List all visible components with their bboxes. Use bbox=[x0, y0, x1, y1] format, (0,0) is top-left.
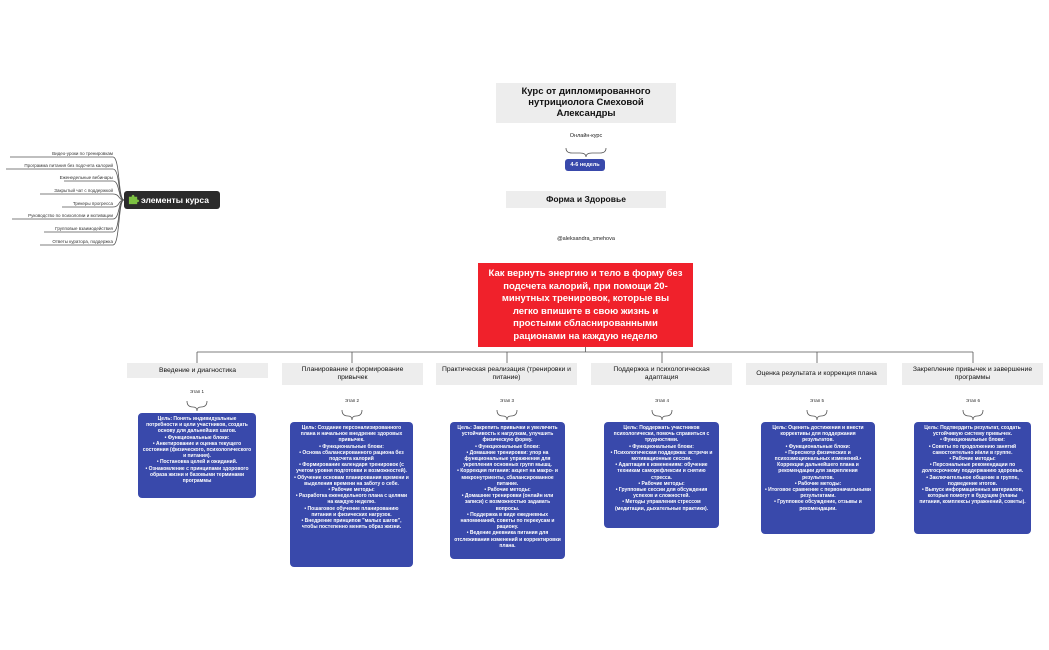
element-item: Видео-уроки по тренировкам bbox=[52, 151, 113, 156]
element-item: Групповые взаимодействия bbox=[55, 226, 113, 231]
element-item: Еженедельные вебинары bbox=[59, 175, 113, 180]
stage-6-tag: Этап 6 bbox=[966, 398, 980, 403]
stage-2-header: Планирование и формирование привычек bbox=[282, 363, 423, 385]
stage-2-card: Цель: Создание персонализированного плана и начальное внедрение здоровых привычек. • Функциональные блоки: • Основа сбалансированного рациона без подсчета калорий • Формирование календаря тренировок (с учетом уровня подготовки и возможностей). • Обучение основам планирования времени и выделения времени на заботу о себе. • Рабочие методы: • Разработка еженедельного плана с целями на каждую неделю. • Пошаговое обучение планированию питания и физических нагрузок. • Внедрение принципов "малых шагов", чтобы постепенно менять образ жизни. bbox=[290, 422, 413, 567]
course-elements-label: элементы курса bbox=[141, 195, 209, 205]
program-name: Форма и Здоровье bbox=[506, 191, 666, 208]
stage-5-header: Оценка результата и коррекция плана bbox=[746, 363, 887, 385]
element-item: Ответы куратора, поддержка bbox=[52, 239, 113, 244]
stage-4-card: Цель: Поддержать участников психологически, помочь справиться с трудностями. • Функциональные блоки: • Психологическая поддержка: встречи и мотивационные сессии. • Адаптация к изменениям: обучение техникам саморефлексии и снятию стресса. • Рабочие методы: • Групповые сессии для обсуждения успехов и сложностей. • Методы управления стрессом (медитации, дыхательные практики). bbox=[604, 422, 719, 528]
stage-4-tag: Этап 4 bbox=[655, 398, 669, 403]
stage-2-tag: Этап 2 bbox=[345, 398, 359, 403]
element-item: Трекеры прогресса bbox=[72, 201, 113, 206]
stage-6-header: Закрепление привычек и завершение программы bbox=[902, 363, 1043, 385]
course-title: Курс от дипломированного нутрициолога Смеховой Александры bbox=[496, 83, 676, 123]
stage-6-card: Цель: Подтвердить результат, создать устойчивую систему привычек. • Функциональные блоки: • Советы по продолжению занятий самостоятельно и/или в группе. • Рабочие методы: • Персональные рекомендации по долгосрочному поддержанию здоровья. • Заключительное общение в группе, подведение итогов. • Выпуск информационных материалов, которые помогут в будущем (планы питания, комплексы упражнений, советы). bbox=[914, 422, 1031, 534]
puzzle-icon bbox=[128, 194, 139, 205]
element-item: Программа питания без подсчета калорий bbox=[24, 163, 113, 168]
stage-3-tag: Этап 3 bbox=[500, 398, 514, 403]
author-handle: @aleksandra_smehova bbox=[557, 236, 615, 242]
duration-badge: 4-6 недель bbox=[565, 159, 605, 171]
stage-3-header: Практическая реализация (тренировки и питание) bbox=[436, 363, 577, 385]
course-elements-node bbox=[124, 191, 220, 209]
stage-1-header: Введение и диагностика bbox=[127, 363, 268, 378]
stage-1-tag: Этап 1 bbox=[190, 389, 204, 394]
stage-5-tag: Этап 5 bbox=[810, 398, 824, 403]
element-item: Закрытый чат с поддержкой bbox=[54, 188, 113, 193]
stage-1-card: Цель: Понять индивидуальные потребности и цели участников, создать основу для дальнейших шагов. • Функциональные блоки: • Анкетирование и оценка текущего состояния (физического, психологического и питания). • Постановка целей и ожиданий. • Ознакомление с принципами здорового образа жизни и базовыми терминами программы bbox=[138, 413, 256, 498]
hero-statement: Как вернуть энергию и тело в форму без подсчета калорий, при помощи 20-минутных тренировок, которые вы легко впишите в свою жизнь и простыми сбласнированными рационами на каждую неделю bbox=[478, 263, 693, 347]
stage-5-card: Цель: Оценить достижения и внести коррективы для поддержания результатов. • Функциональные блоки: • Пересмотр физических и психоэмоциональных изменений.• Коррекция дальнейшего плана и рекомендации для закрепления результатов. • Рабочие методы: • Итоговое сравнение с первоначальными результатами. • Групповое обсуждение, отзывы и рекомендации. bbox=[761, 422, 875, 534]
course-type: Онлайн-курс bbox=[569, 133, 603, 139]
stage-4-header: Поддержка и психологическая адаптация bbox=[591, 363, 732, 385]
element-item: Руководство по психологии и мотивации bbox=[28, 213, 113, 218]
stage-3-card: Цель: Закрепить привычки и увеличить устойчивость к нагрузкам, улучшить физическую форму. • Функциональные блоки: • Домашние тренировки: упор на функциональные упражнения для укрепления основных групп мышц. • Коррекция питания: акцент на макро- и микронутриенты, сбалансированное питание. • Рабочие методы: • Домашние тренировки (онлайн или записи) с возможностью задавать вопросы. • Поддержка в виде ежедневных напоминаний, советы по перекусам и рациону. • Ведение дневника питания для отслеживания изменений и корректировки плана. bbox=[450, 422, 565, 559]
